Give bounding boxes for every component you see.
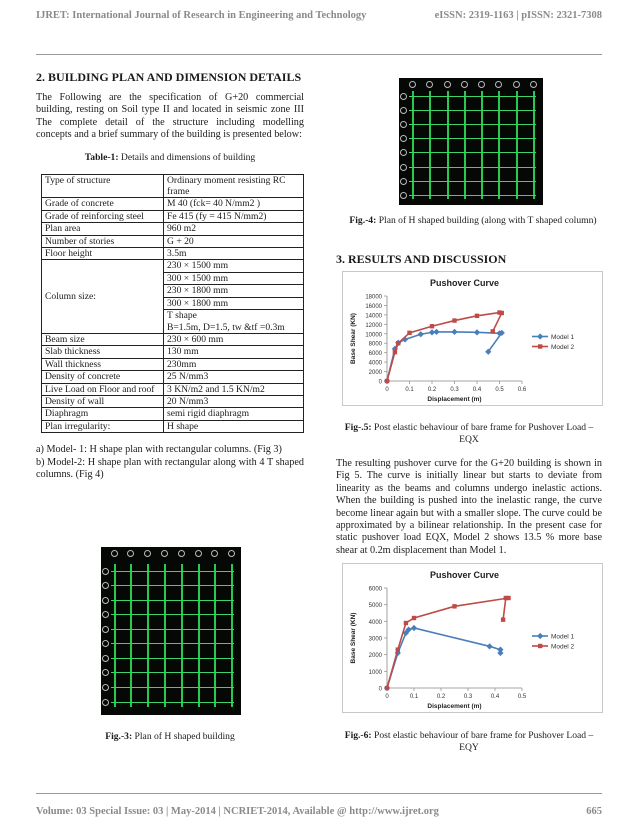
table-value: 20 N/mm3 [164, 395, 304, 407]
plan-grid-line [464, 91, 466, 199]
table-key: Density of concrete [42, 371, 164, 383]
table-row [42, 395, 304, 407]
data-point [452, 318, 456, 322]
data-point [385, 379, 389, 383]
grid-bubble [102, 568, 109, 575]
data-point [452, 604, 456, 608]
footer-rule [36, 793, 602, 794]
data-point [396, 341, 400, 345]
table-key: Grade of reinforcing steel [42, 210, 164, 222]
fig3-caption-label: Fig.-3: [105, 731, 133, 742]
x-tick-label: 0.6 [517, 387, 527, 393]
fig4-plan-image [399, 78, 543, 205]
data-point [451, 329, 457, 335]
grid-bubble [409, 81, 416, 88]
column-size-item: 230 × 1500 mm [164, 260, 303, 272]
fig6-caption [336, 730, 602, 754]
table-row [42, 198, 304, 210]
fig5-caption-text: Post elastic behaviour of bare frame for Pushover Load – EQX [371, 422, 594, 445]
x-tick-label: 0.5 [495, 387, 504, 393]
table-value: 25 N/mm3 [164, 371, 304, 383]
y-tick-label: 5000 [368, 603, 382, 610]
table-row [42, 383, 304, 395]
plan-grid-line [498, 91, 500, 199]
grid-bubble [102, 640, 109, 647]
data-point [486, 643, 492, 649]
y-tick-label: 6000 [368, 586, 382, 593]
discussion-paragraph: The resulting pushover curve for the G+20 building is shown in Fig 5. The curve is initially linear but starts to deviate from linearity as the beams and columns undergo inelastic actions. When the building is pushed into the inelastic range, the curve become linear again but with a smaller slope. The curve could be approximated by a bilinear relationship. In the present case for static pushover load EQX, Model 2 shows 13.5 % more base shear at 0.2m displacement than Model 1. [336, 458, 602, 556]
legend-label: Model 1 [551, 334, 575, 341]
left-column [36, 70, 304, 481]
legend-marker [538, 344, 542, 348]
table-key: Plan area [42, 223, 164, 235]
data-point [430, 324, 434, 328]
series-line [387, 628, 500, 688]
data-point [407, 331, 411, 335]
grid-bubble [102, 582, 109, 589]
table-value: 130 mm [164, 346, 304, 358]
table-key: Column size: [42, 260, 164, 333]
x-tick-label: 0 [385, 387, 389, 393]
table-row [42, 358, 304, 370]
y-tick-label: 3000 [368, 636, 382, 643]
table-row [42, 223, 304, 235]
data-point [412, 616, 416, 620]
table-row [42, 260, 304, 333]
pushover-chart-eqx [342, 271, 603, 406]
data-point [504, 596, 508, 600]
plan-grid-line [481, 91, 483, 199]
page-number: 665 [586, 806, 602, 817]
table-key: Grade of concrete [42, 198, 164, 210]
results-heading: 3. RESULTS AND DISCUSSION [336, 252, 507, 266]
page-footer [36, 806, 602, 817]
x-tick-label: 0.1 [405, 387, 414, 393]
data-point [497, 650, 503, 656]
intro-paragraph: The Following are the specification of G+20 commercial building, resting on Soil type II and located in seismic zone III The complete detail of the structure including modelling concepts and a brief summary of the building is presented below: [36, 92, 304, 141]
plan-grid-line [111, 643, 234, 644]
grid-bubble [127, 550, 134, 557]
table-value: 230 × 600 mm [164, 333, 304, 345]
header-rule [36, 54, 602, 55]
x-axis-label: Displacement (m) [427, 703, 482, 710]
y-axis-label: Base Shear (KN) [350, 612, 357, 664]
table-row [42, 235, 304, 247]
grid-bubble [228, 550, 235, 557]
plan-grid-line [516, 91, 518, 199]
table-key: Plan irregularity: [42, 420, 164, 432]
grid-bubble [400, 164, 407, 171]
data-point [393, 350, 397, 354]
y-tick-label: 1000 [368, 669, 382, 676]
legend-marker [538, 644, 542, 648]
column-size-item: T shape [167, 310, 197, 322]
series-line [387, 313, 502, 381]
fig4-caption-text: Plan of H shaped building (along with T shaped column) [376, 215, 597, 226]
data-point [474, 329, 480, 335]
model-1-text: a) Model- 1: H shape plan with rectangular columns. (Fig 3) [36, 444, 282, 456]
grid-bubble [195, 550, 202, 557]
pushover-chart-eqy-svg [343, 564, 602, 712]
table-key: Slab thickness [42, 346, 164, 358]
plan-grid-line [111, 571, 234, 572]
grid-bubble [400, 192, 407, 199]
table-value: semi rigid diaphragm [164, 408, 304, 420]
x-tick-label: 0.3 [450, 387, 459, 393]
plan-grid-line [111, 585, 234, 586]
grid-bubble [102, 597, 109, 604]
data-point [433, 329, 439, 335]
y-tick-label: 18000 [365, 294, 382, 301]
x-tick-label: 0.5 [517, 694, 527, 700]
data-point [501, 617, 505, 621]
x-tick-label: 0.4 [472, 387, 482, 393]
plan-grid-line [409, 167, 536, 168]
table-caption-text: Details and dimensions of building [118, 151, 256, 163]
plan-grid-line [111, 702, 234, 703]
y-tick-label: 2000 [368, 653, 382, 660]
y-tick-label: 4000 [368, 619, 382, 626]
table-key: Diaphragm [42, 408, 164, 420]
table-row [42, 371, 304, 383]
fig6-caption-label: Fig.-6: [344, 730, 372, 741]
table-value: Fe 415 (fy = 415 N/mm2) [164, 210, 304, 222]
plan-grid-line [409, 138, 536, 139]
grid-bubble [461, 81, 468, 88]
plan-grid-line [533, 91, 535, 199]
plan-grid-line [111, 629, 234, 630]
table-row [42, 420, 304, 432]
table-key: Density of wall [42, 395, 164, 407]
plan-grid-line [412, 91, 414, 199]
table-key: Type of structure [42, 174, 164, 198]
model-2-text: b) Model-2: H shape plan with rectangular along with 4 T shaped columns. (Fig 4) [36, 456, 304, 480]
fig5-caption-label: Fig-.5: [344, 422, 372, 433]
y-tick-label: 2000 [368, 370, 382, 377]
grid-bubble [102, 684, 109, 691]
issn: eISSN: 2319-1163 | pISSN: 2321-7308 [434, 10, 602, 21]
section-heading: 2. BUILDING PLAN AND DIMENSION DETAILS [36, 70, 302, 84]
fig3-plan-image [101, 547, 241, 715]
plan-grid-line [409, 110, 536, 111]
y-tick-label: 6000 [368, 351, 382, 358]
column-size-item: 300 × 1500 mm [164, 273, 303, 285]
grid-bubble [178, 550, 185, 557]
table-key: Live Load on Floor and roof [42, 383, 164, 395]
page-header [36, 10, 602, 21]
grid-bubble [530, 81, 537, 88]
plan-grid-line [111, 614, 234, 615]
table-row [42, 248, 304, 260]
y-tick-label: 0 [378, 686, 382, 693]
table-key: Floor height [42, 248, 164, 260]
legend-marker [537, 633, 543, 639]
y-tick-label: 8000 [368, 341, 382, 348]
grid-bubble [400, 107, 407, 114]
grid-bubble [400, 149, 407, 156]
series-line [387, 598, 509, 688]
grid-bubble [400, 93, 407, 100]
grid-bubble [513, 81, 520, 88]
table-value: H shape [164, 420, 304, 432]
table-value: 3 KN/m2 and 1.5 KN/m2 [164, 383, 304, 395]
table-key: Beam size [42, 333, 164, 345]
table-value: M 40 (fck= 40 N/mm2 ) [164, 198, 304, 210]
column-size-item: B=1.5m, D=1.5, tw &tf =0.3m [167, 321, 285, 333]
grid-bubble [400, 178, 407, 185]
plan-grid-line [409, 124, 536, 125]
column-size-item: 230 × 1800 mm [164, 285, 303, 297]
grid-bubble [102, 669, 109, 676]
data-point [385, 686, 389, 690]
table-row [42, 346, 304, 358]
details-table [41, 174, 304, 434]
column-size-item: 300 × 1800 mm [164, 298, 303, 310]
pushover-chart-eqx-svg [343, 272, 602, 405]
fig5-caption [336, 422, 602, 446]
table-row [42, 408, 304, 420]
pushover-chart-eqy [342, 563, 603, 713]
grid-bubble [478, 81, 485, 88]
y-tick-label: 14000 [365, 313, 382, 320]
legend-marker [537, 333, 543, 339]
x-tick-label: 0.3 [463, 694, 473, 700]
x-tick-label: 0.2 [436, 694, 446, 700]
table-caption [36, 152, 304, 164]
plan-grid-line [409, 152, 536, 153]
y-tick-label: 4000 [368, 360, 382, 367]
data-point [500, 311, 504, 315]
table-row [42, 333, 304, 345]
y-tick-label: 10000 [365, 332, 382, 339]
grid-bubble [161, 550, 168, 557]
table-key: Wall thickness [42, 358, 164, 370]
plan-grid-line [111, 600, 234, 601]
fig4-caption-label: Fig.-4: [349, 215, 377, 226]
grid-bubble [495, 81, 502, 88]
y-tick-label: 12000 [365, 322, 382, 329]
journal-name: IJRET: International Journal of Research in Engineering and Technology [36, 10, 367, 21]
table-row [42, 174, 304, 198]
grid-bubble [102, 655, 109, 662]
table-value: G + 20 [164, 235, 304, 247]
plan-grid-line [111, 687, 234, 688]
x-tick-label: 0.4 [490, 694, 500, 700]
fig4-caption [348, 215, 598, 227]
table-value [164, 260, 304, 333]
data-point [411, 625, 417, 631]
grid-bubble [144, 550, 151, 557]
grid-bubble [111, 550, 118, 557]
y-tick-label: 16000 [365, 303, 382, 310]
chart-title: Pushover Curve [429, 278, 500, 288]
table-row [42, 210, 304, 222]
data-point [475, 314, 479, 318]
grid-bubble [400, 135, 407, 142]
table-value: 230mm [164, 358, 304, 370]
footer-info: Volume: 03 Special Issue: 03 | May-2014 | NCRIET-2014, Available @ http://www.ijret.org [36, 806, 439, 817]
plan-grid-line [409, 96, 536, 97]
legend-label: Model 2 [551, 643, 575, 651]
plan-grid-line [111, 672, 234, 673]
legend-label: Model 2 [551, 344, 575, 351]
grid-bubble [400, 121, 407, 128]
table-value: 3.5m [164, 248, 304, 260]
plan-grid-line [409, 195, 536, 196]
chart-title: Pushover Curve [429, 570, 500, 580]
grid-bubble [102, 611, 109, 618]
grid-bubble [102, 699, 109, 706]
table-value: 960 m2 [164, 223, 304, 235]
plan-grid-line [447, 91, 449, 199]
data-point [404, 621, 408, 625]
table-caption-label: Table-1: [84, 151, 119, 163]
x-tick-label: 0.2 [427, 387, 437, 393]
plan-grid-line [409, 181, 536, 182]
x-tick-label: 0.1 [409, 694, 419, 700]
grid-bubble [444, 81, 451, 88]
grid-bubble [211, 550, 218, 557]
fig3-caption-text: Plan of H shaped building [132, 731, 235, 742]
legend-label: Model 1 [551, 633, 575, 641]
table-value: Ordinary moment resisting RC frame [164, 174, 304, 198]
y-axis-label: Base Shear (KN) [350, 313, 357, 364]
plan-grid-line [111, 658, 234, 659]
plan-grid-line [429, 91, 431, 199]
fig6-caption-text: Post elastic behaviour of bare frame for Pushover Load – EQY [371, 730, 594, 753]
y-tick-label: 0 [378, 379, 382, 386]
grid-bubble [426, 81, 433, 88]
table-key: Number of stories [42, 235, 164, 247]
data-point [396, 647, 400, 651]
fig3-caption [36, 731, 304, 743]
grid-bubble [102, 626, 109, 633]
data-point [491, 329, 495, 333]
x-tick-label: 0 [385, 694, 389, 700]
data-point [418, 331, 424, 337]
x-axis-label: Displacement (m) [427, 396, 482, 403]
